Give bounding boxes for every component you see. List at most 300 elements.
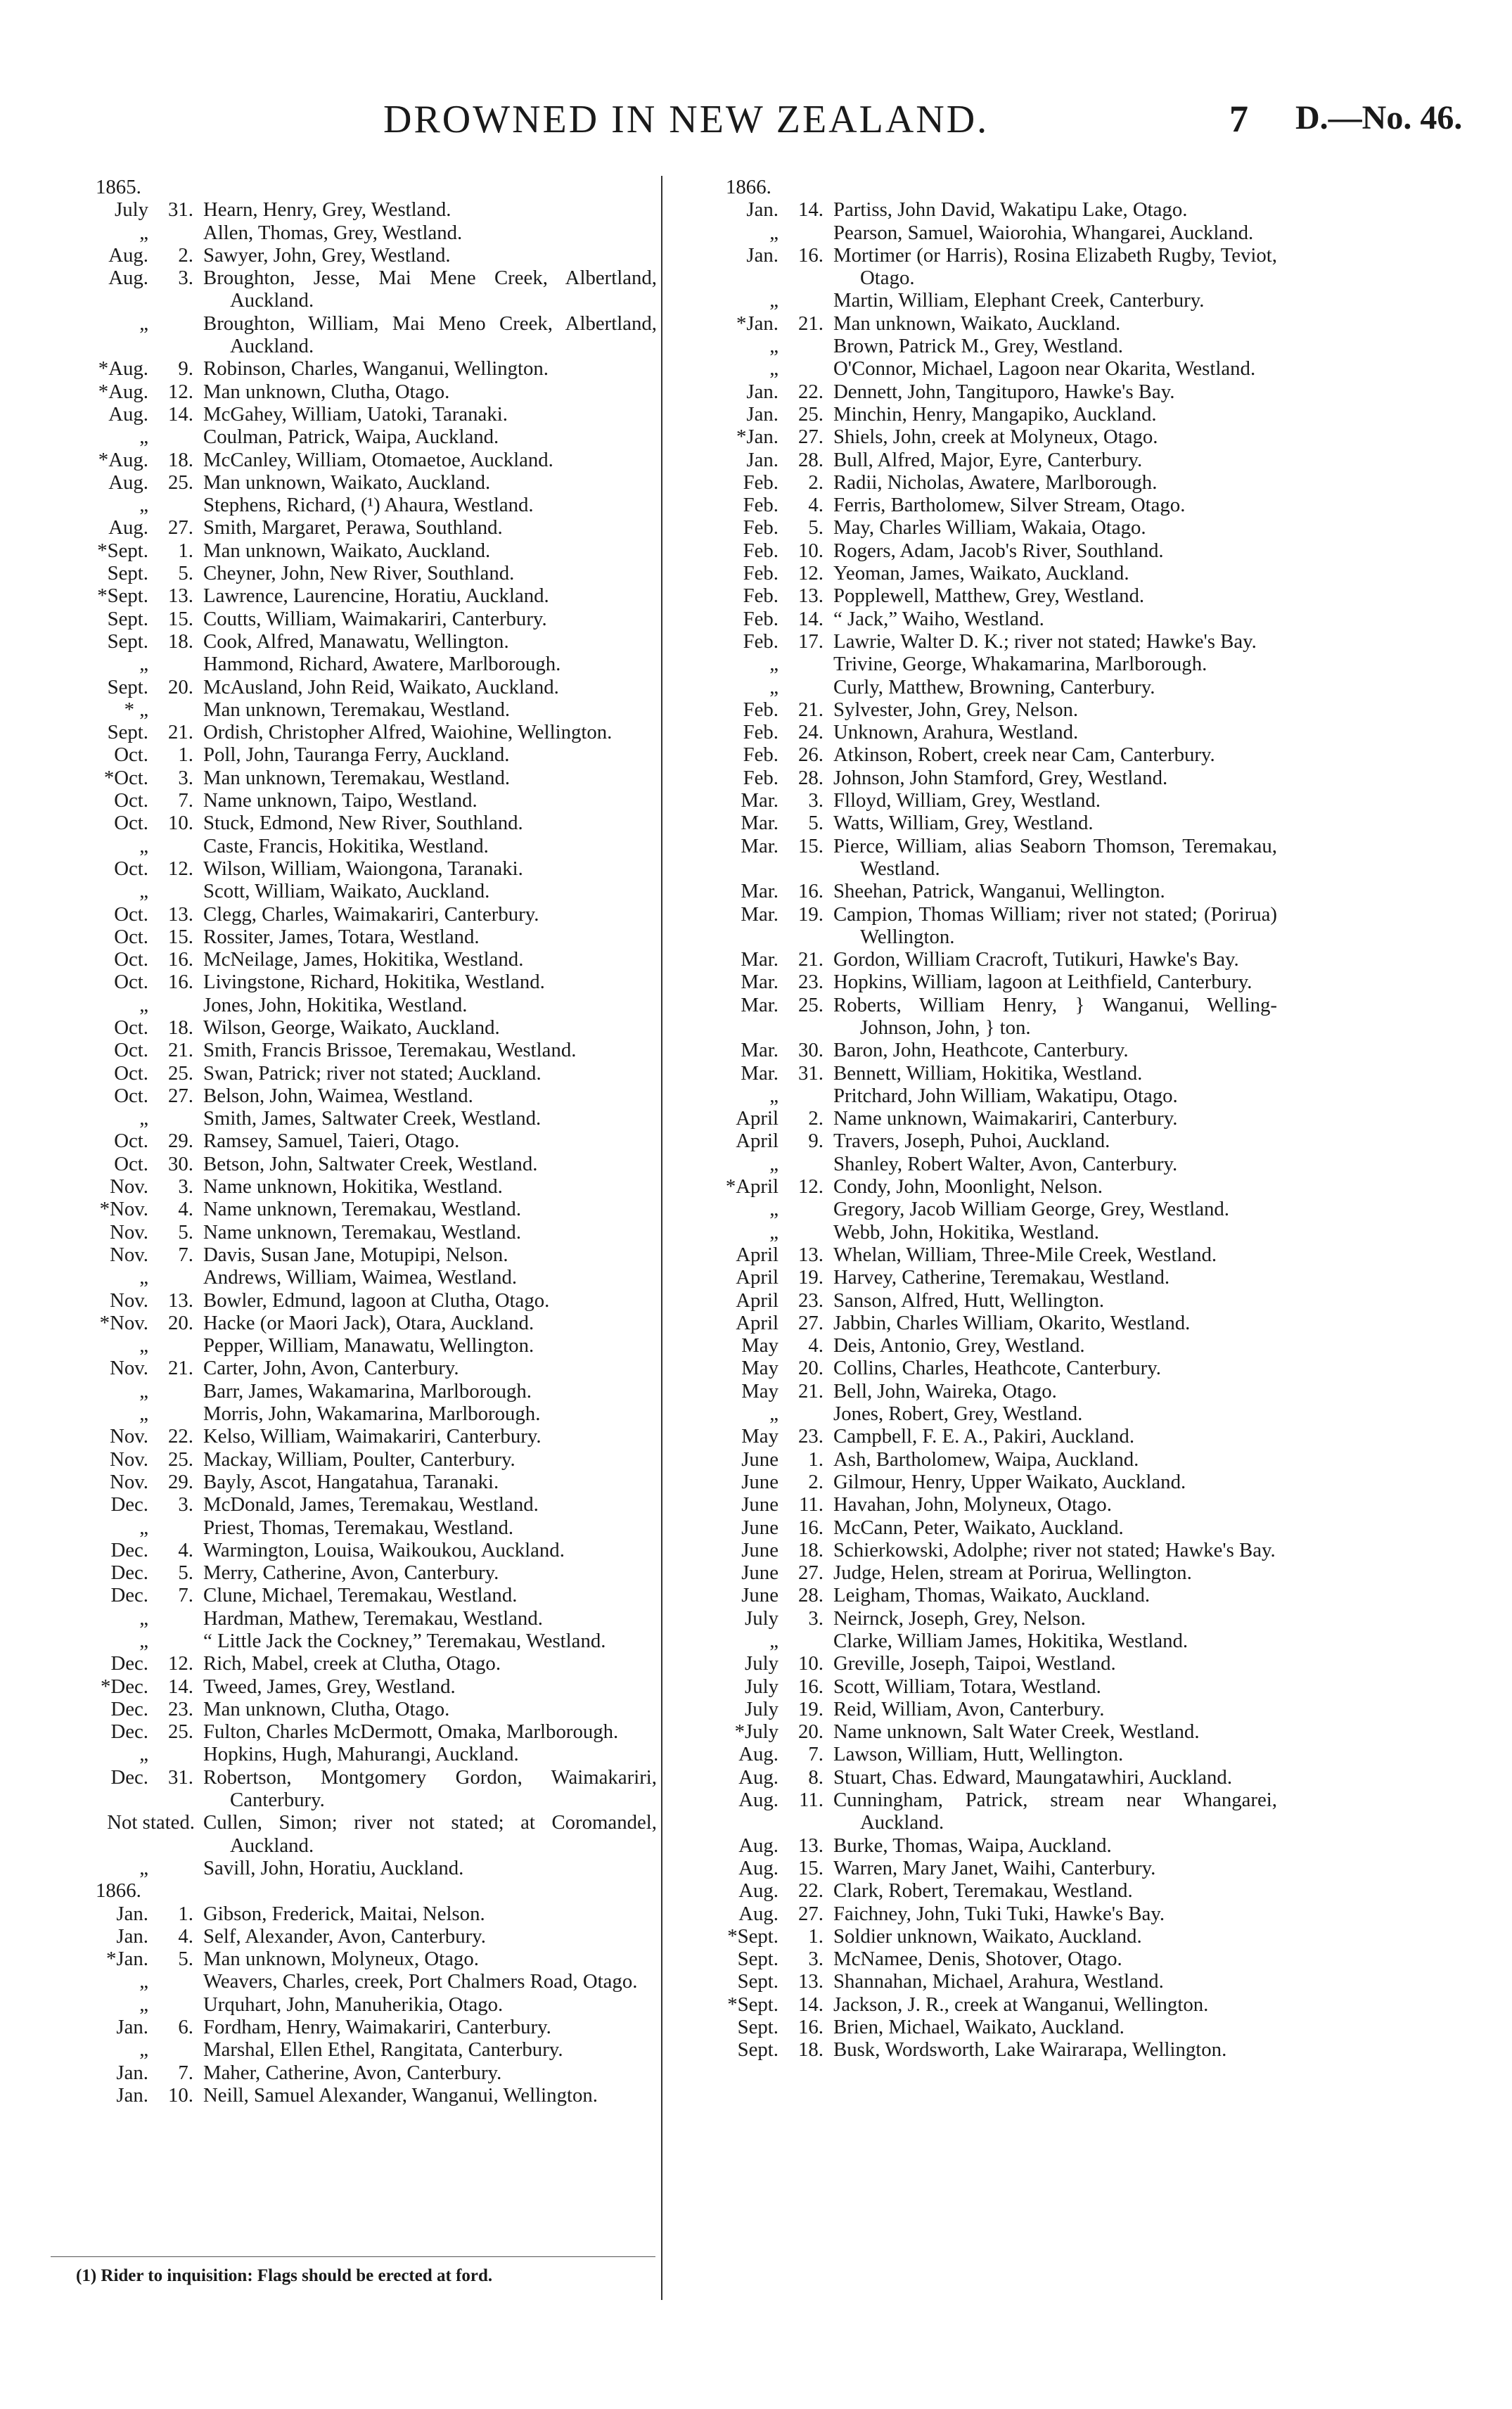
entry-month: „ bbox=[769, 1220, 779, 1244]
entry-text: Broughton, Jesse, Mai Mene Creek, Albertland, Auckland. bbox=[203, 267, 657, 312]
entry-text: Man unknown, Waikato, Auckland. bbox=[833, 312, 1121, 335]
entry-month: „ bbox=[139, 834, 148, 857]
entry-day: 17. bbox=[798, 630, 824, 653]
entry-day: 12. bbox=[168, 380, 193, 403]
entry-month: May bbox=[741, 1357, 779, 1380]
list-item bbox=[51, 1039, 657, 1061]
entry-day bbox=[783, 1630, 833, 1652]
entry-month: Aug. bbox=[738, 1902, 779, 1925]
entry-month: Feb. bbox=[743, 698, 779, 721]
list-item bbox=[51, 471, 657, 494]
entry-text: Fordham, Henry, Waimakariri, Canterbury. bbox=[203, 2016, 551, 2039]
entry-month: „ bbox=[769, 1402, 779, 1426]
entry-month: Nov. bbox=[110, 1470, 148, 1493]
entry-day: 9. bbox=[808, 1130, 824, 1153]
entry-month: Oct. bbox=[114, 812, 148, 835]
entry-day: 16. bbox=[798, 1516, 824, 1539]
list-item bbox=[681, 1720, 1277, 1743]
entry-month: Mar. bbox=[741, 993, 779, 1016]
entry-day bbox=[153, 494, 203, 516]
entry-month: Aug. bbox=[108, 471, 148, 494]
list-item bbox=[51, 789, 657, 812]
entry-month: *Nov. bbox=[99, 1311, 148, 1334]
list-item bbox=[681, 516, 1277, 539]
list-item bbox=[681, 698, 1277, 721]
entry-day: 5. bbox=[808, 812, 824, 835]
list-item bbox=[681, 381, 1277, 403]
list-item bbox=[681, 2038, 1277, 2061]
entry-day: 25. bbox=[168, 1720, 193, 1744]
list-item bbox=[681, 1743, 1277, 1765]
entry-month: „ bbox=[139, 993, 148, 1016]
entry-text: Fulton, Charles McDermott, Omaka, Marlborough. bbox=[203, 1720, 619, 1744]
entry-day bbox=[783, 289, 833, 312]
entry-day: 12. bbox=[798, 1175, 824, 1199]
page-header bbox=[0, 97, 1512, 146]
year-heading: 1866. bbox=[726, 176, 771, 198]
list-item bbox=[681, 1766, 1277, 1789]
entry-text: McAusland, John Reid, Waikato, Auckland. bbox=[203, 675, 559, 698]
list-item bbox=[51, 222, 657, 244]
entry-day: 13. bbox=[168, 902, 193, 926]
entry-month: Jan. bbox=[746, 243, 779, 267]
entry-text: Hopkins, Hugh, Mahurangi, Auckland. bbox=[203, 1743, 519, 1766]
entry-month: Feb. bbox=[743, 630, 779, 653]
list-item bbox=[51, 1539, 657, 1561]
entry-text: Shannahan, Michael, Arahura, Westland. bbox=[833, 1970, 1164, 1993]
list-item bbox=[51, 1948, 657, 1970]
entry-day: 2. bbox=[178, 243, 193, 267]
list-item bbox=[681, 562, 1277, 584]
list-item bbox=[681, 1993, 1277, 2016]
entry-day: 7. bbox=[178, 1243, 193, 1266]
entry-day: 22. bbox=[798, 380, 824, 403]
entry-day: 16. bbox=[168, 948, 193, 971]
entry-day bbox=[153, 1402, 203, 1425]
left-column bbox=[51, 176, 657, 2107]
entry-day: 23. bbox=[798, 971, 824, 994]
list-item bbox=[681, 1857, 1277, 1879]
entry-month: Sept. bbox=[737, 2038, 779, 2062]
entry-text: Curly, Matthew, Browning, Canterbury. bbox=[833, 675, 1155, 698]
entry-day: 8. bbox=[808, 1765, 824, 1789]
entry-day: 25. bbox=[798, 402, 824, 426]
entry-text: McDonald, James, Teremakau, Westland. bbox=[203, 1493, 539, 1516]
entry-month: *Jan. bbox=[736, 426, 779, 449]
entry-month: „ bbox=[139, 1379, 148, 1402]
entry-text: Gordon, William Cracroft, Tutikuri, Hawke's Bay. bbox=[833, 948, 1239, 971]
list-item bbox=[681, 1789, 1277, 1834]
list-item bbox=[51, 1607, 657, 1630]
list-item bbox=[681, 1357, 1277, 1379]
list-item bbox=[681, 1879, 1277, 1902]
entry-month: Dec. bbox=[110, 1538, 148, 1561]
page-number: 7 bbox=[1229, 98, 1248, 140]
entry-text: Watts, William, Grey, Westland. bbox=[833, 812, 1094, 835]
entry-month: Dec. bbox=[110, 1697, 148, 1720]
list-item bbox=[681, 1561, 1277, 1584]
entry-month: „ bbox=[139, 2038, 148, 2062]
entry-month: Mar. bbox=[741, 834, 779, 857]
entry-text: Clarke, William James, Hokitika, Westland. bbox=[833, 1630, 1189, 1652]
entry-day: 9. bbox=[178, 357, 193, 381]
entry-month: Jan. bbox=[746, 198, 779, 222]
entry-text: Sanson, Alfred, Hutt, Wellington. bbox=[833, 1289, 1105, 1312]
entry-text: Betson, John, Saltwater Creek, Westland. bbox=[203, 1152, 538, 1175]
entry-month: Jan. bbox=[116, 2061, 148, 2084]
list-item bbox=[681, 1970, 1277, 1993]
entry-month: Jan. bbox=[116, 1924, 148, 1948]
list-item bbox=[681, 676, 1277, 698]
entry-text: Morris, John, Wakamarina, Marlborough. bbox=[203, 1402, 541, 1426]
entry-day: 21. bbox=[168, 1357, 193, 1380]
entry-month: Sept. bbox=[107, 607, 148, 630]
entry-text: Sylvester, John, Grey, Nelson. bbox=[833, 698, 1079, 721]
list-item bbox=[51, 562, 657, 584]
list-item bbox=[681, 426, 1277, 448]
entry-text: Leigham, Thomas, Waikato, Auckland. bbox=[833, 1584, 1151, 1607]
list-item bbox=[51, 426, 657, 448]
list-item bbox=[51, 1970, 657, 1993]
entry-month: Feb. bbox=[743, 743, 779, 767]
list-item bbox=[51, 1561, 657, 1584]
entry-text: Jones, Robert, Grey, Westland. bbox=[833, 1402, 1083, 1426]
entry-text: Atkinson, Robert, creek near Cam, Canterbury. bbox=[833, 743, 1215, 767]
entry-month: Nov. bbox=[110, 1220, 148, 1244]
entry-month: Oct. bbox=[114, 743, 148, 767]
entry-day: 21. bbox=[798, 948, 824, 971]
entry-day: 22. bbox=[798, 1879, 824, 1903]
entry-month: April bbox=[736, 1130, 779, 1153]
entry-text: Warmington, Louisa, Waikoukou, Auckland. bbox=[203, 1538, 565, 1561]
list-item bbox=[681, 584, 1277, 607]
entry-month: *Oct. bbox=[103, 766, 148, 789]
entry-month: „ bbox=[769, 1152, 779, 1175]
list-item bbox=[51, 1903, 657, 1925]
list-item bbox=[681, 789, 1277, 812]
list-item bbox=[51, 1675, 657, 1698]
entry-day: 27. bbox=[168, 516, 193, 539]
entry-text: Livingstone, Richard, Hokitika, Westland. bbox=[203, 971, 545, 994]
list-item bbox=[51, 1925, 657, 1948]
list-item bbox=[51, 2062, 657, 2084]
entry-text: Allen, Thomas, Grey, Westland. bbox=[203, 221, 463, 244]
entry-month: Jan. bbox=[746, 448, 779, 471]
entry-day: 23. bbox=[798, 1425, 824, 1448]
entry-month: *Jan. bbox=[106, 1948, 148, 1971]
entry-text: Soldier unknown, Waikato, Auckland. bbox=[833, 1924, 1142, 1948]
list-item bbox=[681, 903, 1277, 949]
entry-day: 1. bbox=[808, 1448, 824, 1471]
entry-text: Robinson, Charles, Wanganui, Wellington. bbox=[203, 357, 549, 381]
entry-month: Mar. bbox=[741, 971, 779, 994]
entry-day: 12. bbox=[168, 1652, 193, 1675]
entry-day bbox=[153, 1380, 203, 1402]
entry-month: Oct. bbox=[114, 857, 148, 880]
entry-month: „ bbox=[769, 335, 779, 358]
entry-day: 2. bbox=[808, 1107, 824, 1130]
entry-month: Aug. bbox=[738, 1765, 779, 1789]
list-item bbox=[51, 267, 657, 312]
entry-text: Lawrie, Walter D. K.; river not stated; Hawke's Bay. bbox=[833, 630, 1257, 653]
entry-day: 4. bbox=[808, 1334, 824, 1357]
entry-month: Feb. bbox=[743, 584, 779, 608]
entry-month: Feb. bbox=[743, 721, 779, 744]
entry-month: Nov. bbox=[110, 1289, 148, 1312]
list-item bbox=[681, 1516, 1277, 1539]
entry-day: 4. bbox=[178, 1198, 193, 1221]
entry-month: „ bbox=[139, 880, 148, 903]
entry-text: Smith, James, Saltwater Creek, Westland. bbox=[203, 1107, 542, 1130]
list-item bbox=[681, 539, 1277, 562]
list-item bbox=[681, 1425, 1277, 1448]
entry-text: Rogers, Adam, Jacob's River, Southland. bbox=[833, 539, 1164, 562]
entry-day: 6. bbox=[178, 2016, 193, 2039]
entry-month: Mar. bbox=[741, 880, 779, 903]
entry-day: 7. bbox=[808, 1743, 824, 1766]
entry-month: May bbox=[741, 1425, 779, 1448]
entry-month: „ bbox=[769, 357, 779, 381]
entry-day: 4. bbox=[808, 494, 824, 517]
entry-month: July bbox=[744, 1606, 779, 1630]
entry-day: 7. bbox=[178, 2061, 193, 2084]
entry-text: Dennett, John, Tangituporo, Hawke's Bay. bbox=[833, 380, 1175, 403]
list-item bbox=[51, 971, 657, 993]
entry-text: Tweed, James, Grey, Westland. bbox=[203, 1675, 456, 1698]
entry-day bbox=[783, 1085, 833, 1107]
list-item bbox=[51, 1652, 657, 1675]
list-item bbox=[51, 880, 657, 902]
entry-text: Scott, William, Waikato, Auckland. bbox=[203, 880, 490, 903]
list-item bbox=[681, 1312, 1277, 1334]
entry-day: 31. bbox=[168, 198, 193, 222]
list-item bbox=[51, 1402, 657, 1425]
list-item bbox=[51, 698, 657, 721]
entry-day: 27. bbox=[798, 1902, 824, 1925]
entry-text: Sawyer, John, Grey, Westland. bbox=[203, 243, 451, 267]
list-item bbox=[51, 1016, 657, 1039]
entry-month: Oct. bbox=[114, 902, 148, 926]
entry-day bbox=[153, 880, 203, 902]
list-item bbox=[51, 1312, 657, 1334]
entry-text: McNamee, Denis, Shotover, Otago. bbox=[833, 1948, 1122, 1971]
entry-day: 10. bbox=[798, 1652, 824, 1675]
entry-day bbox=[153, 994, 203, 1016]
entry-month: Oct. bbox=[114, 1039, 148, 1062]
entry-text: Bell, John, Waireka, Otago. bbox=[833, 1379, 1057, 1402]
entry-text: Roberts, William Henry, } Wanganui, Welling- Johnson, John, } ton. bbox=[833, 993, 1277, 1039]
list-item bbox=[681, 1153, 1277, 1175]
entry-text: Busk, Wordsworth, Lake Wairarapa, Wellington. bbox=[833, 2038, 1227, 2062]
entry-text: Lawrence, Laurencine, Horatiu, Auckland. bbox=[203, 584, 549, 608]
list-item bbox=[51, 2038, 657, 2061]
entry-text: Man unknown, Teremakau, Westland. bbox=[203, 698, 511, 721]
entry-month: „ bbox=[769, 1630, 779, 1652]
column-divider bbox=[661, 176, 662, 2300]
entry-day bbox=[783, 222, 833, 244]
entry-text: Lawson, William, Hutt, Wellington. bbox=[833, 1743, 1124, 1766]
list-item bbox=[51, 676, 657, 698]
entry-month: Feb. bbox=[743, 516, 779, 539]
entry-day: 11. bbox=[799, 1493, 824, 1516]
entry-month: „ bbox=[769, 1198, 779, 1221]
entry-text: Pierce, William, alias Seaborn Thomson, Teremakau, Westland. bbox=[833, 834, 1277, 880]
entry-text: Man unknown, Molyneux, Otago. bbox=[203, 1948, 479, 1971]
entry-text: Maher, Catherine, Avon, Canterbury. bbox=[203, 2061, 502, 2084]
entry-day: 20. bbox=[798, 1357, 824, 1380]
list-item bbox=[681, 1675, 1277, 1698]
entry-month: „ bbox=[139, 1856, 148, 1879]
entry-day: 3. bbox=[178, 1175, 193, 1199]
entry-month: Mar. bbox=[741, 789, 779, 812]
entry-text: Bowler, Edmund, lagoon at Clutha, Otago. bbox=[203, 1289, 550, 1312]
list-item bbox=[681, 994, 1277, 1040]
entry-day: 29. bbox=[168, 1470, 193, 1493]
entry-day bbox=[153, 1607, 203, 1630]
entry-month: Oct. bbox=[114, 925, 148, 948]
list-item bbox=[681, 767, 1277, 789]
list-item bbox=[681, 312, 1277, 335]
entry-day: 16. bbox=[798, 1675, 824, 1698]
entry-day: 28. bbox=[798, 766, 824, 789]
entry-text: Swan, Patrick; river not stated; Auckland. bbox=[203, 1061, 542, 1085]
list-item bbox=[681, 1834, 1277, 1857]
entry-day: 3. bbox=[808, 1606, 824, 1630]
entry-text: Stuck, Edmond, New River, Southland. bbox=[203, 812, 523, 835]
entry-month: Nov. bbox=[110, 1175, 148, 1199]
entry-text: Travers, Joseph, Puhoi, Auckland. bbox=[833, 1130, 1110, 1153]
entry-day: 18. bbox=[168, 630, 193, 653]
entry-month: Oct. bbox=[114, 1130, 148, 1153]
entry-day: 5. bbox=[178, 1948, 193, 1971]
list-item bbox=[681, 1062, 1277, 1085]
entry-day: 19. bbox=[798, 1266, 824, 1289]
entry-month: June bbox=[741, 1470, 779, 1493]
entry-text: Minchin, Henry, Mangapiko, Auckland. bbox=[833, 402, 1157, 426]
entry-text: Martin, William, Elephant Creek, Canterbury. bbox=[833, 289, 1205, 312]
entry-text: Reid, William, Avon, Canterbury. bbox=[833, 1697, 1105, 1720]
entry-text: Pritchard, John William, Wakatipu, Otago. bbox=[833, 1084, 1178, 1107]
entry-day bbox=[153, 835, 203, 857]
entry-month: „ bbox=[139, 494, 148, 517]
list-item bbox=[51, 1266, 657, 1289]
entry-text: Faichney, John, Tuki Tuki, Hawke's Bay. bbox=[833, 1902, 1165, 1925]
entry-month: Mar. bbox=[741, 902, 779, 926]
list-item bbox=[51, 994, 657, 1016]
entry-day: 30. bbox=[168, 1152, 193, 1175]
list-item bbox=[51, 857, 657, 880]
entry-day: 29. bbox=[168, 1130, 193, 1153]
list-item bbox=[51, 1380, 657, 1402]
entry-month: Aug. bbox=[108, 267, 148, 290]
entry-text: Jackson, J. R., creek at Wanganui, Wellington. bbox=[833, 1993, 1209, 2016]
list-item bbox=[51, 812, 657, 834]
entry-month: „ bbox=[769, 221, 779, 244]
entry-month: Oct. bbox=[114, 1016, 148, 1039]
entry-text: Clegg, Charles, Waimakariri, Canterbury. bbox=[203, 902, 539, 926]
list-item bbox=[51, 1244, 657, 1266]
list-item bbox=[51, 357, 657, 380]
list-item bbox=[681, 971, 1277, 993]
entry-month: Feb. bbox=[743, 766, 779, 789]
entry-text: McCanley, William, Otomaetoe, Auckland. bbox=[203, 448, 553, 471]
entry-text: Bennett, William, Hokitika, Westland. bbox=[833, 1061, 1143, 1085]
entry-month: April bbox=[736, 1311, 779, 1334]
list-item bbox=[681, 1607, 1277, 1630]
entry-text: Brien, Michael, Waikato, Auckland. bbox=[833, 2016, 1125, 2039]
entry-text: Man unknown, Clutha, Otago. bbox=[203, 380, 450, 403]
entry-month: July bbox=[744, 1675, 779, 1698]
entry-month: „ bbox=[139, 1630, 148, 1652]
entry-text: Belson, John, Waimea, Westland. bbox=[203, 1084, 473, 1107]
entry-month: April bbox=[736, 1266, 779, 1289]
entry-text: Jones, John, Hokitika, Westland. bbox=[203, 993, 468, 1016]
entry-month: * „ bbox=[124, 698, 148, 721]
list-item bbox=[51, 630, 657, 653]
entry-month: June bbox=[741, 1516, 779, 1539]
entry-month: Feb. bbox=[743, 494, 779, 517]
entry-month: Dec. bbox=[110, 1493, 148, 1516]
list-item bbox=[51, 653, 657, 675]
entry-text: Johnson, John Stamford, Grey, Westland. bbox=[833, 766, 1168, 789]
list-item bbox=[681, 1471, 1277, 1493]
entry-text: Stephens, Richard, (¹) Ahaura, Westland. bbox=[203, 494, 534, 517]
list-item bbox=[681, 1652, 1277, 1675]
entry-day: 3. bbox=[808, 1948, 824, 1971]
entry-month: Aug. bbox=[738, 1856, 779, 1879]
entry-day bbox=[153, 312, 203, 358]
list-item bbox=[51, 835, 657, 857]
entry-text: Name unknown, Teremakau, Westland. bbox=[203, 1220, 522, 1244]
list-item bbox=[681, 1539, 1277, 1561]
entry-month: Mar. bbox=[741, 1061, 779, 1085]
entry-text: Cunningham, Patrick, stream near Whangarei, Auckland. bbox=[833, 1789, 1277, 1834]
entry-day bbox=[153, 222, 203, 244]
entry-text: Wilson, George, Waikato, Auckland. bbox=[203, 1016, 500, 1039]
list-item bbox=[51, 1493, 657, 1516]
list-item bbox=[681, 1380, 1277, 1402]
entry-day: 28. bbox=[798, 448, 824, 471]
entry-month: Sept. bbox=[107, 721, 148, 744]
entry-month: Feb. bbox=[743, 471, 779, 494]
entry-month: „ bbox=[139, 221, 148, 244]
entry-month: May bbox=[741, 1379, 779, 1402]
entry-day: 14. bbox=[798, 1993, 824, 2016]
entry-text: Baron, John, Heathcote, Canterbury. bbox=[833, 1039, 1129, 1062]
entry-day: 31. bbox=[798, 1061, 824, 1085]
entry-month: Oct. bbox=[114, 971, 148, 994]
entry-text: Hopkins, William, lagoon at Leithfield, Canterbury. bbox=[833, 971, 1252, 994]
entry-month: *Dec. bbox=[101, 1675, 148, 1698]
entry-text: Caste, Francis, Hokitika, Westland. bbox=[203, 834, 489, 857]
entry-day: 5. bbox=[808, 516, 824, 539]
entry-day: 30. bbox=[798, 1039, 824, 1062]
entry-month: Sept. bbox=[737, 1948, 779, 1971]
entry-day: 13. bbox=[168, 1289, 193, 1312]
entry-text: Neill, Samuel Alexander, Wanganui, Wellington. bbox=[203, 2083, 598, 2107]
list-item bbox=[681, 335, 1277, 357]
list-item bbox=[51, 1993, 657, 2016]
list-item bbox=[51, 948, 657, 971]
entry-text: Merry, Catherine, Avon, Canterbury. bbox=[203, 1561, 499, 1585]
entry-day bbox=[783, 1198, 833, 1220]
entry-text: Hacke (or Maori Jack), Otara, Auckland. bbox=[203, 1311, 534, 1334]
entry-text: Hearn, Henry, Grey, Westland. bbox=[203, 198, 451, 222]
entry-month: Oct. bbox=[114, 1084, 148, 1107]
list-item bbox=[681, 721, 1277, 743]
entry-day: 20. bbox=[798, 1720, 824, 1744]
entry-month: *April bbox=[725, 1175, 779, 1199]
